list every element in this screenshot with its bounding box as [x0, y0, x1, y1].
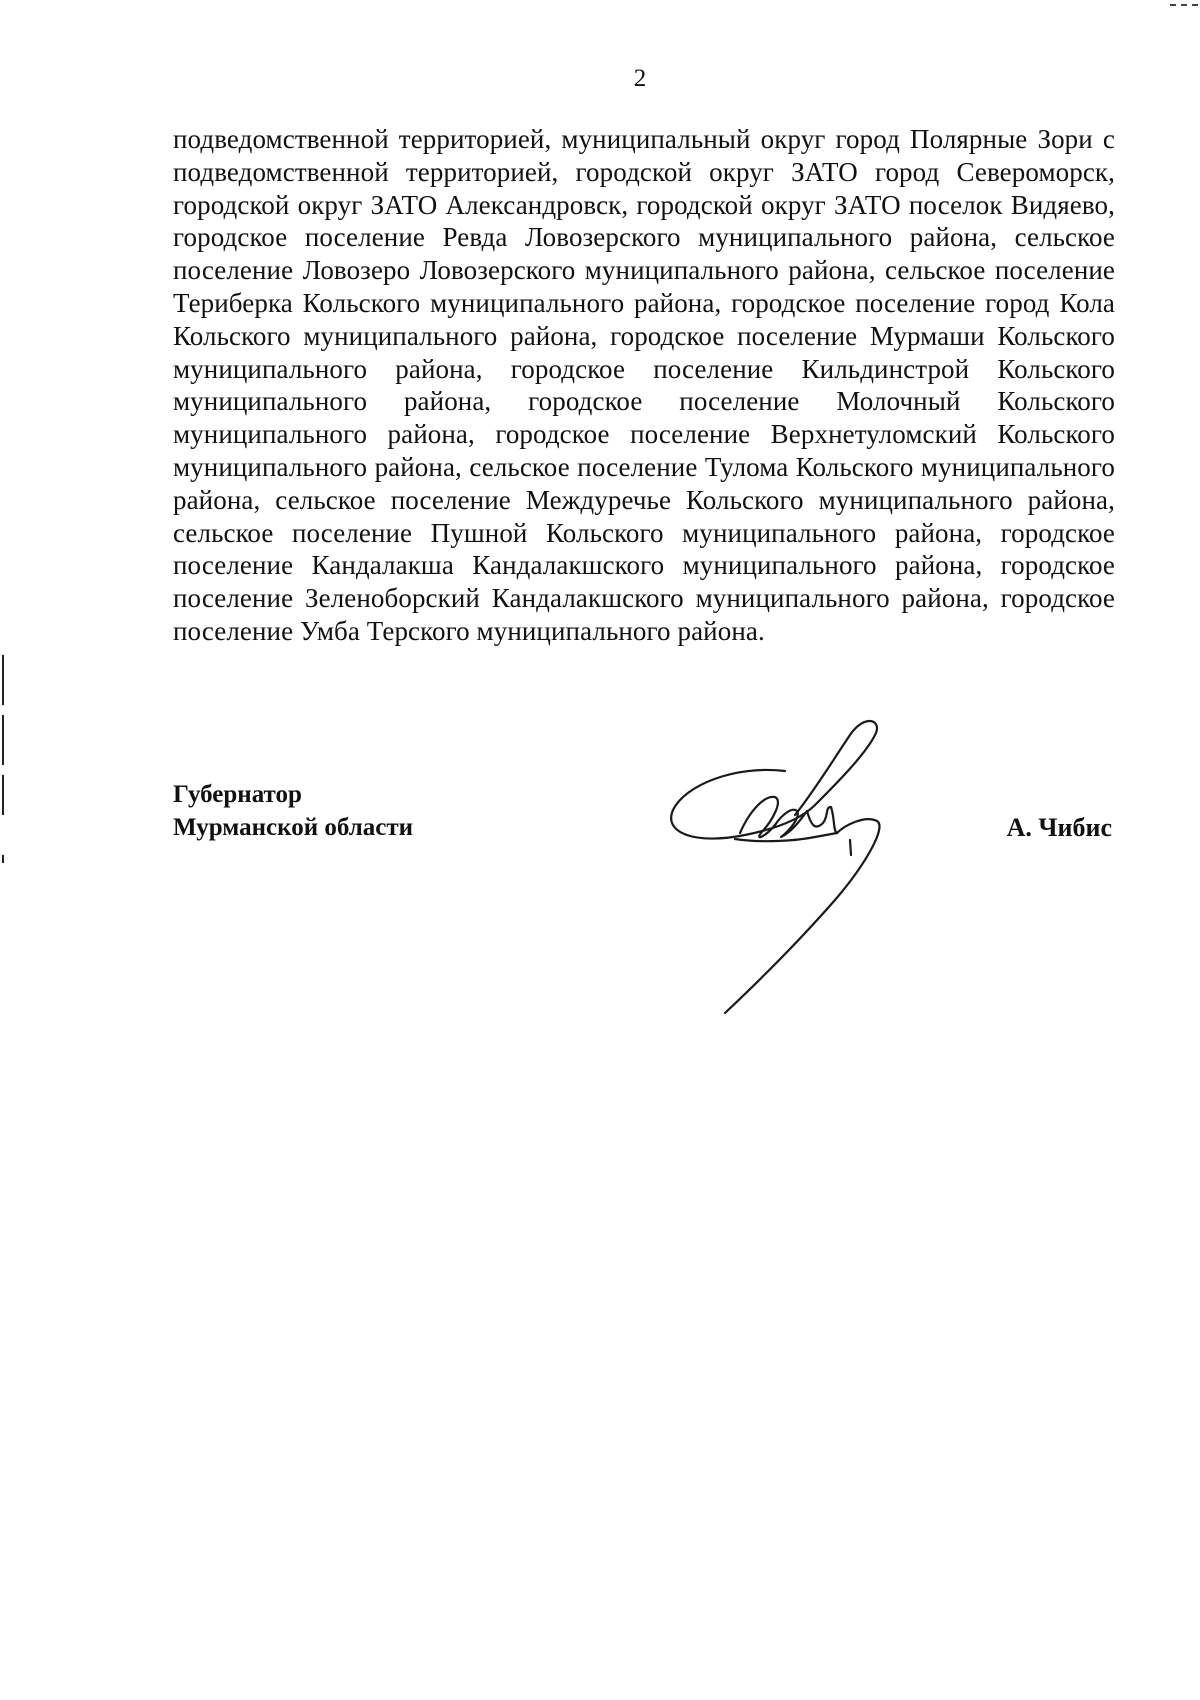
position-title-line-1: Губернатор	[173, 781, 302, 808]
position-title-line-2: Мурманской области	[173, 814, 414, 841]
scan-edge-mark	[2, 715, 4, 765]
scan-edge-mark	[2, 655, 4, 705]
handwritten-signature-icon	[665, 715, 925, 1015]
body-paragraph: подведомственной территорией, муниципальный округ город Полярные Зори с подведомственной территорией, городской округ ЗАТО город Североморск, городской округ ЗАТО Александровск, городской округ ЗАТО поселок Видяево, городское поселение Ревда Ловозерского муниципального района, сельское поселение Ловозеро Ловозерского муниципального района, сельское поселение Териберка Кольского муниципального района, городское поселение город Кола Кольского муниципального района, городское поселение Мурмаши Кольского муниципального района, городское поселение Кильдинстрой Кольского муниципального района, городское поселение Молочный Кольского муниципального района, городское поселение Верхнетуломский Кольского муниципального района, сельское поселение Тулома Кольского муниципального района, сельское поселение Междуречье Кольского муниципального района, сельское поселение Пушной Кольского муниципального района, городское поселение Кандалакша Кандалакшского муниципального района, городское поселение Зеленоборский Кандалакшского муниципального района, городское поселение Умба Терского муниципального района.	[173, 124, 1115, 646]
scan-corner-mark	[1170, 4, 1198, 9]
page-number: 2	[633, 65, 647, 92]
signer-name: А. Чибис	[1006, 813, 1112, 842]
scan-edge-mark	[2, 775, 4, 815]
scan-edge-mark	[2, 855, 4, 863]
signature-title-block	[173, 778, 413, 844]
